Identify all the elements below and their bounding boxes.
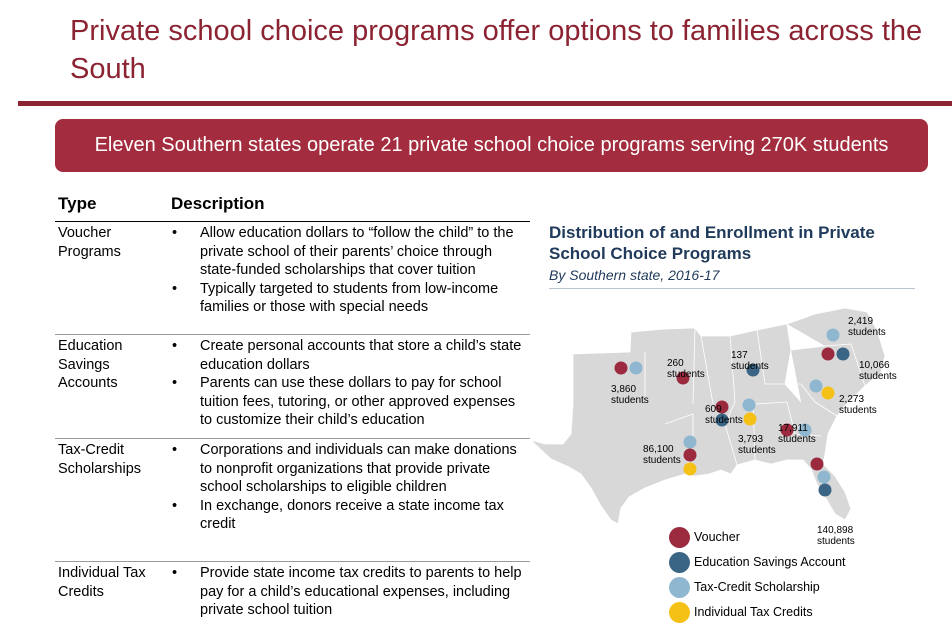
legend-item-voucher — [669, 526, 846, 551]
legend-item-esa — [669, 551, 846, 576]
row-type: Voucher Programs — [58, 225, 121, 260]
legend-swatch — [669, 527, 690, 548]
enrollment-label: 260 students — [667, 358, 705, 380]
row-bullet: • Provide state income tax credits to parents to help pay for a child’s educational expenses, including private school tuition — [170, 564, 530, 620]
row-bullet: • Corporations and individuals can make donations to nonprofit organizations that provide private school scholarships to eligible children — [170, 441, 530, 497]
voucher-marker — [684, 449, 697, 462]
summary-banner: Eleven Southern states operate 21 private school choice programs serving 270K students — [55, 119, 928, 172]
individual-tax-credit-marker — [744, 413, 757, 426]
row-bullet: • In exchange, donors receive a state income tax credit — [170, 497, 530, 534]
enrollment-label: 2,273 students — [839, 394, 877, 416]
table-row-tax-credit-scholarships — [55, 439, 530, 562]
enrollment-label: 3,793 students — [738, 434, 776, 456]
legend-swatch — [669, 552, 690, 573]
row-bullet: • Parents can use these dollars to pay for school tuition fees, tutoring, or other approved expenses to customize their child’s education — [170, 374, 530, 430]
row-bullet: • Create personal accounts that store a child’s state education dollars — [170, 337, 530, 374]
header-type: Type — [58, 194, 97, 213]
row-type: Tax-Credit Scholarships — [58, 442, 142, 477]
legend-item-tax-credit-scholarship — [669, 576, 846, 601]
tax-credit-scholarship-marker — [810, 380, 823, 393]
tax-credit-scholarship-marker — [827, 329, 840, 342]
page-title: Private school choice programs offer options to families across the South — [70, 15, 923, 85]
enrollment-label: 10,066 students — [859, 360, 897, 382]
enrollment-label: 3,860 students — [611, 384, 649, 406]
row-type: Education Savings Accounts — [58, 338, 123, 392]
enrollment-label: 86,100 students — [643, 444, 681, 466]
header-description: Description — [171, 194, 265, 213]
title-divider — [18, 101, 952, 106]
enrollment-label: 609 students — [705, 404, 743, 426]
table-header — [55, 190, 530, 222]
tax-credit-scholarship-marker — [684, 436, 697, 449]
enrollment-label: 137 students — [731, 350, 769, 372]
voucher-marker — [615, 362, 628, 375]
legend-swatch — [669, 577, 690, 598]
legend-label: Individual Tax Credits — [694, 605, 813, 619]
legend-label: Education Savings Account — [694, 555, 846, 569]
enrollment-label: 2,419 students — [848, 316, 886, 338]
row-type: Individual Tax Credits — [58, 565, 146, 600]
tax-credit-scholarship-marker — [743, 399, 756, 412]
map-panel — [549, 222, 929, 637]
table-row-esa — [55, 335, 530, 439]
enrollment-label: 140,898 students — [817, 525, 855, 547]
map-title: Distribution of and Enrollment in Private School Choice Programs — [549, 223, 875, 263]
voucher-marker — [811, 458, 824, 471]
table-row-individual-tax-credits — [55, 562, 530, 626]
legend-label: Voucher — [694, 530, 740, 544]
row-bullet: • Allow education dollars to “follow the child” to the private school of their parents’ choice through state-funded scholarships that cover tuition — [170, 224, 530, 280]
legend-item-individual-tax-credits — [669, 601, 846, 626]
individual-tax-credit-marker — [822, 387, 835, 400]
enrollment-label: 17,911 students — [778, 423, 816, 445]
tax-credit-scholarship-marker — [630, 362, 643, 375]
table-row-voucher — [55, 222, 530, 335]
row-bullet: • Typically targeted to students from low-income families or those with special needs — [170, 280, 530, 317]
legend-label: Tax-Credit Scholarship — [694, 580, 820, 594]
esa-marker — [819, 484, 832, 497]
program-type-table — [55, 190, 530, 626]
esa-marker — [837, 348, 850, 361]
voucher-marker — [822, 348, 835, 361]
legend-swatch — [669, 602, 690, 623]
individual-tax-credit-marker — [684, 463, 697, 476]
map-legend — [669, 526, 846, 626]
map-subtitle: By Southern state, 2016-17 — [549, 267, 720, 283]
tax-credit-scholarship-marker — [818, 471, 831, 484]
